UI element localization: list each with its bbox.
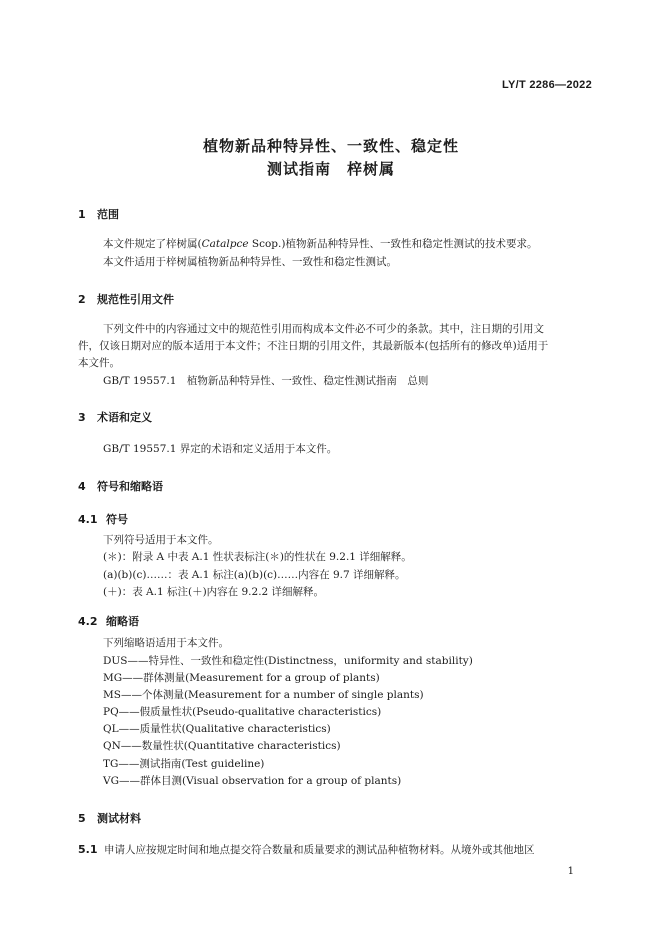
abbreviation-line: VG——群体目测(Visual observation for a group of plants) [103,775,402,787]
section-5-1-paragraph [78,841,535,859]
abbreviation-line: 下列缩略语适用于本文件。 [103,637,229,649]
section-5-heading [78,810,141,826]
section-title: 测试材料 [97,812,141,825]
section-1-heading [78,206,119,222]
section-title: 缩略语 [106,615,139,628]
section-number: 4 [78,480,86,493]
section-4-heading [78,478,163,494]
page-number: 1 [567,866,574,877]
abbreviation-line: MS——个体测量(Measurement for a number of single plants) [103,689,424,701]
section-3-paragraph: GB/T 19557.1 界定的术语和定义适用于本文件。 [103,443,338,455]
symbols-line: 下列符号适用于本文件。 [103,534,219,546]
section-2-paragraph-line-3: 本文件。 [78,357,120,369]
standard-number: LY/T 2286—2022 [501,79,592,91]
symbols-line: (a)(b)(c)……：表 A.1 标注(a)(b)(c)……内容在 9.7 详细解释。 [103,569,406,581]
section-number: 5 [78,812,86,825]
section-title: 符号和缩略语 [97,480,163,493]
abbreviation-line: QL——质量性状(Qualitative characteristics) [103,723,331,735]
abbreviation-line: QN——数量性状(Quantitative characteristics) [103,740,341,752]
section-5-1-text: 申请人应按规定时间和地点提交符合数量和质量要求的测试品种植物材料。从境外或其他地区 [104,844,535,856]
section-number: 1 [78,208,86,221]
section-2-paragraph-line-2: 件，仅该日期对应的版本适用于本文件；不注日期的引用文件，其最新版本(包括所有的修改单)适用于 [78,340,549,352]
document-title-line-2: 测试指南 梓树属 [266,160,395,178]
section-number: 2 [78,293,86,306]
section-title: 术语和定义 [97,411,152,424]
section-4-2-heading [78,613,139,629]
section-number: 4.2 [78,615,98,628]
section-number: 3 [78,411,86,424]
section-4-1-heading [78,511,128,527]
section-1-paragraph-2: 本文件适用于梓树属植物新品种特异性、一致性和稳定性测试。 [103,256,397,268]
document-title-line-1: 植物新品种特异性、一致性、稳定性 [202,137,459,155]
abbreviation-line: TG——测试指南(Test guideline) [103,758,265,770]
normative-reference: GB/T 19557.1 植物新品种特异性、一致性、稳定性测试指南 总则 [103,375,429,387]
text-run: Scop.)植物新品种特异性、一致性和稳定性测试的技术要求。 [248,238,538,250]
section-2-paragraph-line-1: 下列文件中的内容通过文中的规范性引用而构成本文件必不可少的条款。其中，注日期的引用文 [103,323,544,335]
section-title: 规范性引用文件 [97,293,174,306]
abbreviation-line: PQ——假质量性状(Pseudo-qualitative characteristics) [103,706,382,718]
symbols-line: (＋)：表 A.1 标注(＋)内容在 9.2.2 详细解释。 [103,586,325,598]
abbreviation-line: DUS——特异性、一致性和稳定性(Distinctness，uniformity and stability) [103,655,473,667]
abbreviation-line: MG——群体测量(Measurement for a group of plants) [103,672,380,684]
section-number: 5.1 [78,843,98,856]
section-3-heading [78,409,152,425]
section-title: 范围 [97,208,119,221]
symbols-line: (＊)：附录 A 中表 A.1 性状表标注(＊)的性状在 9.2.1 详细解释。 [103,551,412,563]
section-1-paragraph-1 [103,236,537,253]
genus-name: Catalpce [201,238,249,250]
section-2-heading [78,291,174,307]
section-title: 符号 [106,513,128,526]
text-run: 本文件规定了梓树属( [103,238,202,250]
section-number: 4.1 [78,513,98,526]
